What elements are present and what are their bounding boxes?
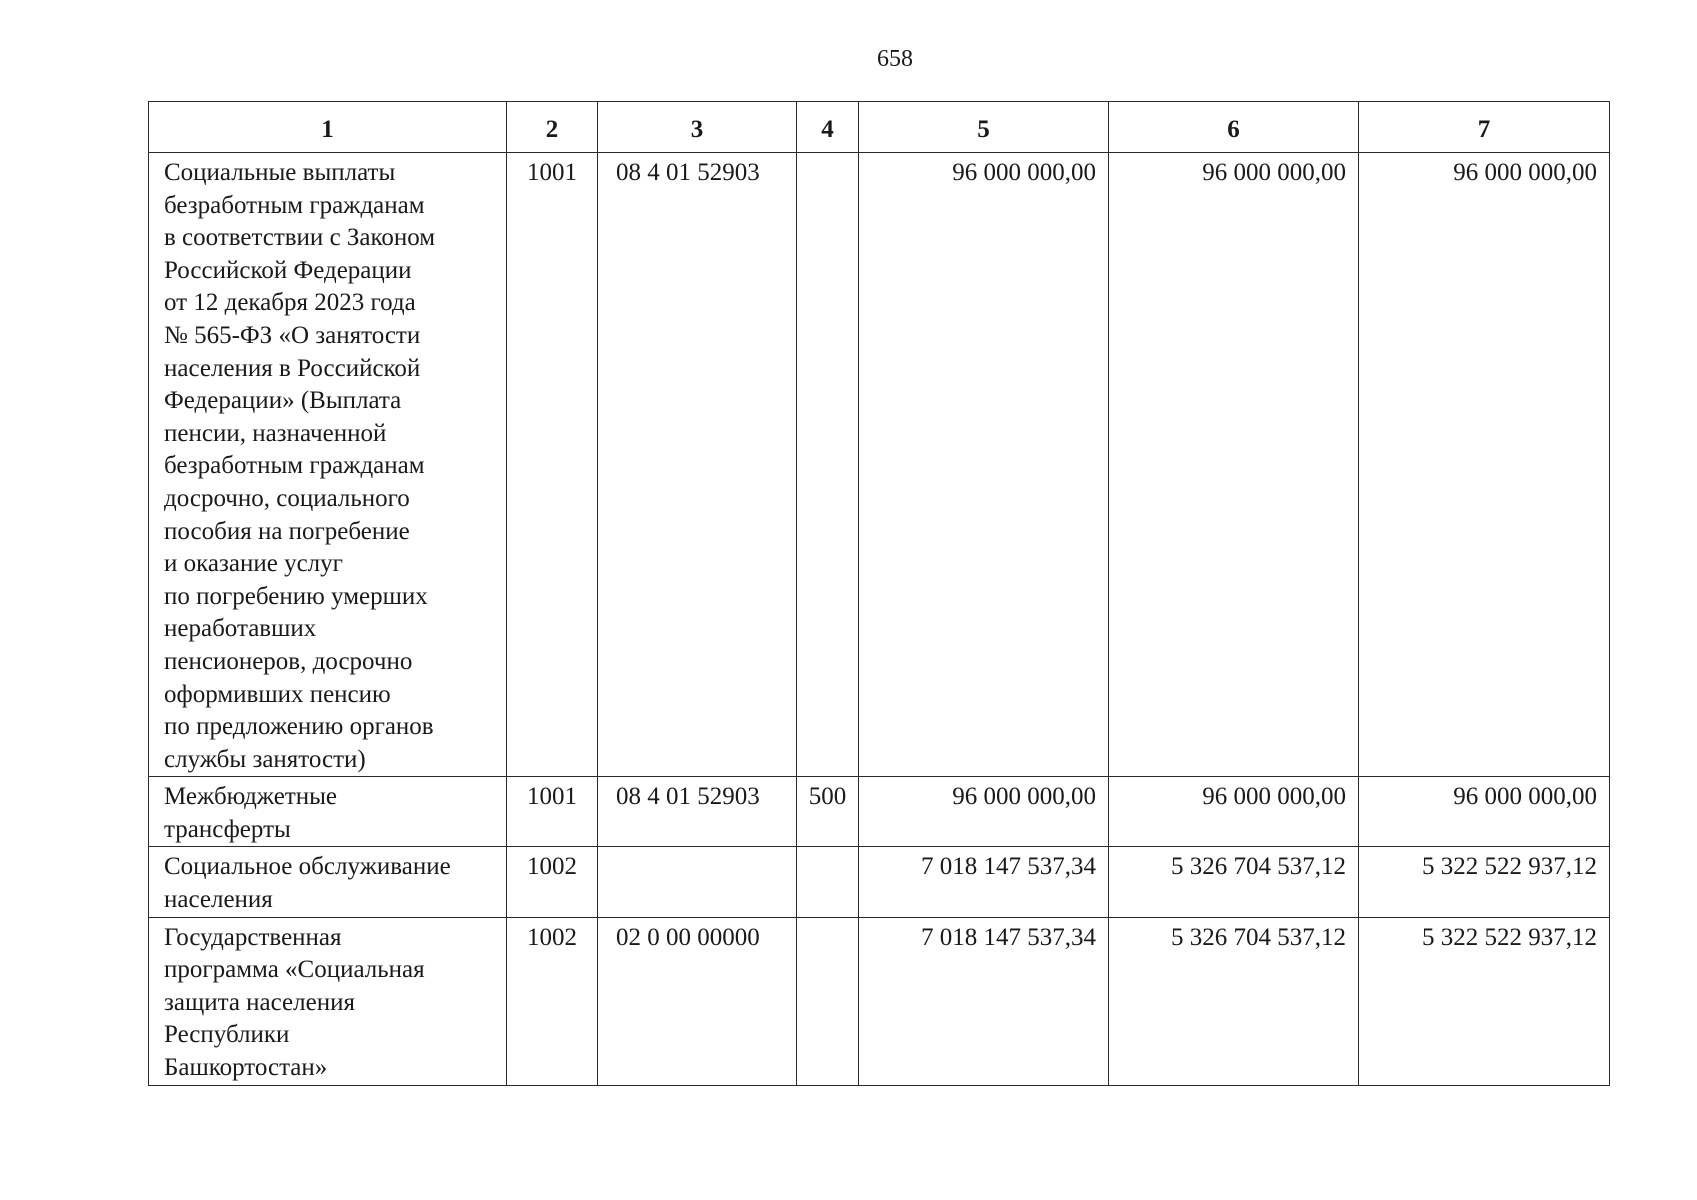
row-name-cell: [149, 847, 507, 917]
row-expense-type: [797, 847, 859, 917]
row-amount-5: 7 018 147 537,34: [859, 917, 1109, 1085]
row-amount-5: 96 000 000,00: [859, 153, 1109, 777]
row-name: Государственная программа «Социальная защита населения Республики Башкортостан»: [164, 923, 425, 1082]
row-section: 1002: [507, 917, 598, 1085]
row-target-code: 02 0 00 00000: [598, 917, 797, 1085]
column-header: 2: [507, 102, 598, 153]
row-section: 1001: [507, 153, 598, 777]
row-amount-5: 7 018 147 537,34: [859, 847, 1109, 917]
row-target-code: [598, 847, 797, 917]
row-amount-6: 96 000 000,00: [1109, 153, 1359, 777]
row-name: Социальные выплаты безработным гражданам в соответствии с Законом Российской Федерации от 12 декабря 2023 года № 565-ФЗ «О занятости населения в Российской Федерации» (Выплата пенсии, назначенной безработным гражданам досрочно, социального пособия на погребение и оказание услуг по погребению умерших неработавших пенсионеров, досрочно оформивших пенсию по предложению органов службы занятости): [164, 159, 436, 773]
header-row: [149, 102, 1610, 153]
table-row: [149, 153, 1610, 777]
row-amount-5: 96 000 000,00: [859, 777, 1109, 847]
row-expense-type: [797, 917, 859, 1085]
row-amount-6: 5 326 704 537,12: [1109, 847, 1359, 917]
row-amount-7: 5 322 522 937,12: [1359, 917, 1610, 1085]
row-name-cell: [149, 777, 507, 847]
column-header: 1: [149, 102, 507, 153]
row-name-cell: [149, 917, 507, 1085]
row-section: 1002: [507, 847, 598, 917]
table-row: [149, 847, 1610, 917]
row-amount-6: 96 000 000,00: [1109, 777, 1359, 847]
row-target-code: 08 4 01 52903: [598, 777, 797, 847]
row-name-cell: [149, 153, 507, 777]
row-amount-7: 5 322 522 937,12: [1359, 847, 1610, 917]
row-target-code: 08 4 01 52903: [598, 153, 797, 777]
row-amount-7: 96 000 000,00: [1359, 777, 1610, 847]
table-row: [149, 777, 1610, 847]
page-number: 658: [877, 46, 913, 72]
row-amount-6: 5 326 704 537,12: [1109, 917, 1359, 1085]
column-header: 7: [1359, 102, 1610, 153]
row-section: 1001: [507, 777, 598, 847]
column-header: 4: [797, 102, 859, 153]
row-amount-7: 96 000 000,00: [1359, 153, 1610, 777]
table-row: [149, 917, 1610, 1085]
column-header: 5: [859, 102, 1109, 153]
row-name: Социальное обслуживание населения: [164, 853, 451, 914]
budget-table: [148, 101, 1610, 1086]
column-header: 3: [598, 102, 797, 153]
row-expense-type: 500: [797, 777, 859, 847]
row-name: Межбюджетные трансферты: [164, 783, 338, 843]
column-header: 6: [1109, 102, 1359, 153]
row-expense-type: [797, 153, 859, 777]
